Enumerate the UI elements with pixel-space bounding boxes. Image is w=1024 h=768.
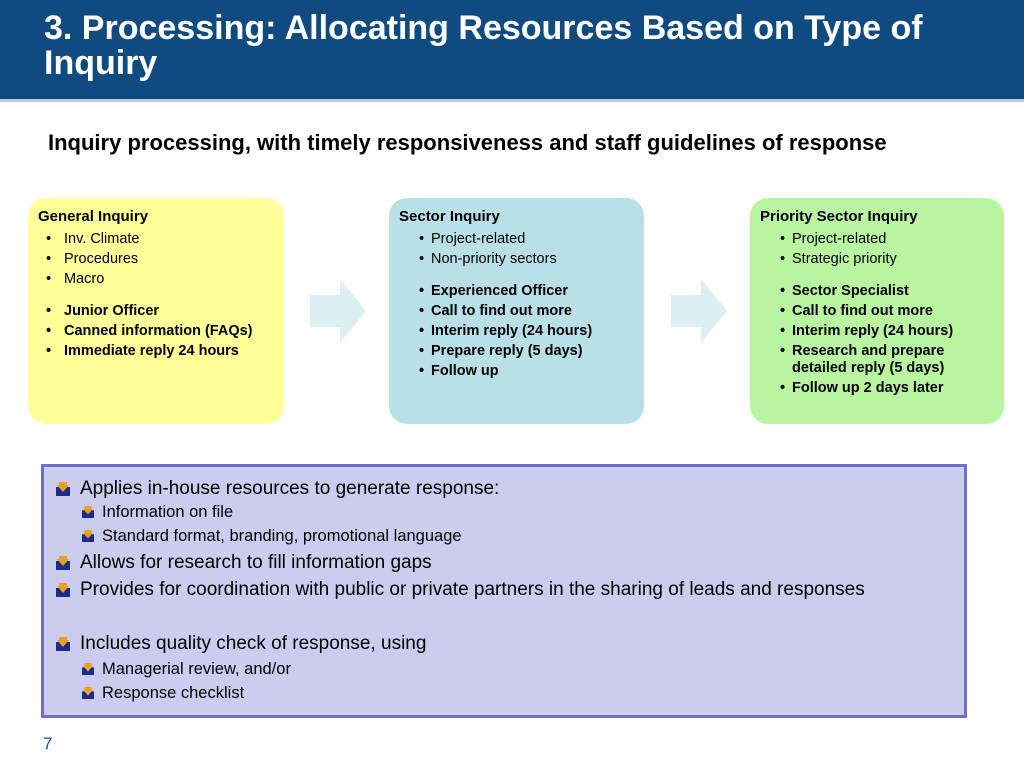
- list-item: • Follow up 2 days later: [780, 380, 944, 396]
- slide-subtitle: Inquiry processing, with timely responsiveness and staff guidelines of response: [48, 130, 887, 155]
- arrow-right-icon: [310, 279, 366, 343]
- square-arrow-bullet-icon: [82, 506, 94, 518]
- list-item: • Immediate reply 24 hours: [46, 343, 239, 359]
- box-title: Priority Sector Inquiry: [760, 208, 918, 225]
- list-item: • Prepare reply (5 days): [419, 343, 583, 359]
- list-item: • Research and prepare detailed reply (5 days): [780, 343, 945, 376]
- list-item: • Call to find out more: [780, 303, 933, 319]
- square-arrow-bullet-icon: [56, 482, 70, 496]
- square-arrow-bullet-icon: [56, 556, 70, 570]
- list-item: • Non-priority sectors: [419, 251, 557, 267]
- list-item: • Project-related: [780, 231, 887, 247]
- notes-panel: Applies in-house resources to generate response: Information on file Standard format, branding, promotional language Allows for research to fill information gaps Provides for coordination with public or private partners in the sharing of leads and responses Includes quality check of response, using Managerial review, and/or Response checklist: [41, 464, 967, 718]
- sector-inquiry-box: [389, 198, 644, 424]
- list-item: • Call to find out more: [419, 303, 572, 319]
- list-item: • Inv. Climate: [46, 231, 140, 247]
- list-item: • Experienced Officer: [419, 283, 568, 299]
- box-title: General Inquiry: [38, 208, 149, 225]
- slide-title: 3. Processing: Allocating Resources Based on Type of Inquiry: [44, 9, 923, 82]
- list-item: • Interim reply (24 hours): [780, 323, 954, 339]
- list-item: • Strategic priority: [780, 251, 897, 267]
- list-item: • Canned information (FAQs): [46, 323, 253, 339]
- list-item: • Interim reply (24 hours): [419, 323, 593, 339]
- list-item: • Project-related: [419, 231, 526, 247]
- priority-sector-inquiry-box: [750, 198, 1004, 424]
- list-item: • Junior Officer: [46, 303, 160, 319]
- list-item: • Sector Specialist: [780, 283, 909, 299]
- list-item: • Procedures: [46, 251, 139, 267]
- list-item: • Macro: [46, 271, 105, 287]
- square-arrow-bullet-icon: [56, 637, 70, 651]
- list-item: • Follow up: [419, 363, 499, 379]
- square-arrow-bullet-icon: [82, 663, 94, 675]
- page-number: 7: [43, 734, 53, 753]
- title-bar: [0, 0, 1024, 102]
- arrow-right-icon: [671, 279, 727, 343]
- box-title: Sector Inquiry: [399, 208, 500, 225]
- square-arrow-bullet-icon: [56, 583, 70, 597]
- general-inquiry-box: [28, 198, 284, 424]
- square-arrow-bullet-icon: [82, 687, 94, 699]
- square-arrow-bullet-icon: [82, 530, 94, 542]
